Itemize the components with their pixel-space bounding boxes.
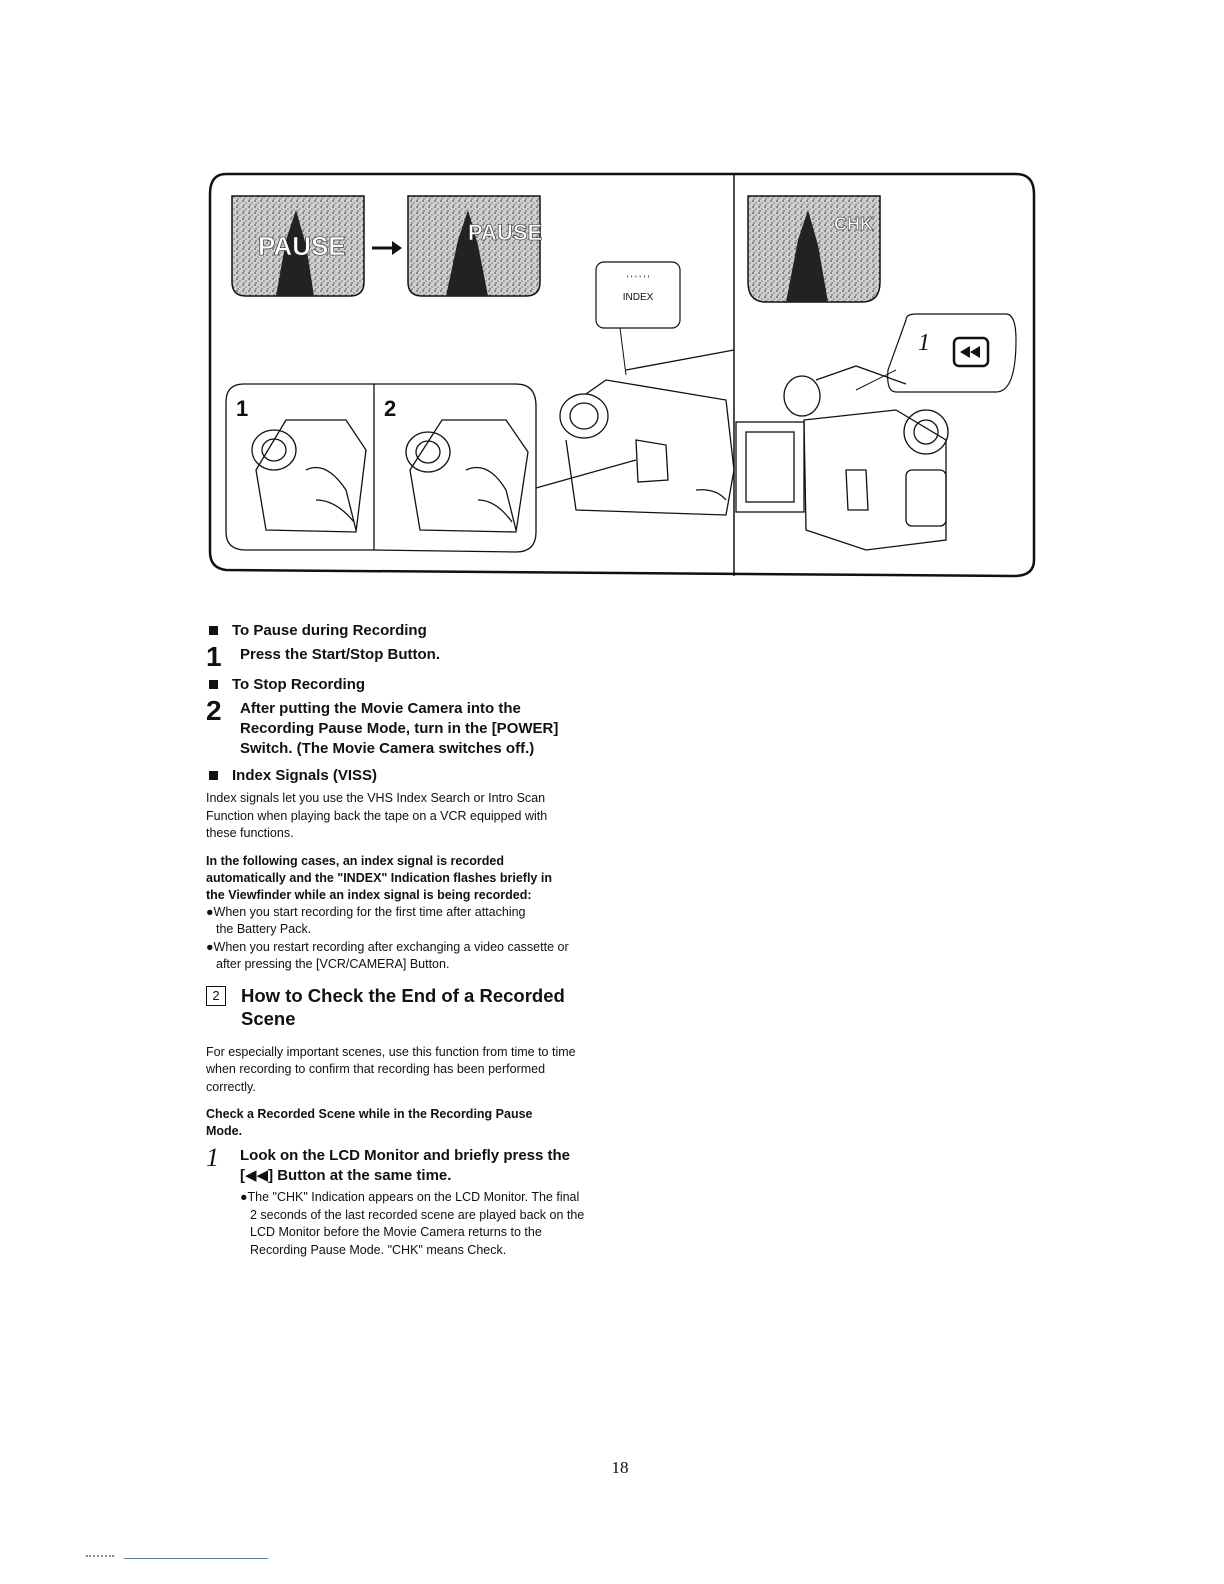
step-3-number: 1 (206, 1143, 219, 1172)
rewind-callout (856, 314, 1016, 392)
index-item-1: ●When you start recording for the first time after attaching the Battery Pack. (206, 904, 526, 936)
step-1-text: Press the Start/Stop Button. (240, 646, 441, 663)
callout-italic-one: 1 (918, 330, 930, 356)
rewind-button-icon (954, 338, 988, 366)
step-2 (206, 695, 596, 759)
index-heading: Index Signals (VISS) (206, 767, 596, 784)
footer-dots (86, 1555, 114, 1559)
svg-text:' ' ' ' ' ': ' ' ' ' ' ' (626, 274, 650, 284)
index-bold-text: In the following cases, an index signal is recorded automatically and the "INDEX" Indication flashes briefly in the Viewfinder while an index signal is being recorded: (206, 853, 552, 902)
step-2-number: 2 (206, 695, 222, 726)
callout-two: 2 (384, 396, 397, 421)
pause-heading: To Pause during Recording (206, 622, 596, 639)
section-title: How to Check the End of a Recorded Scene (241, 984, 565, 1029)
callout-one: 1 (236, 396, 249, 421)
check-bold-text: Check a Recorded Scene while in the Recording Pause Mode. (206, 1107, 533, 1138)
index-callout (596, 262, 680, 375)
footer-line (124, 1558, 268, 1559)
screen-pause-blink (408, 196, 542, 296)
step-3-text: Look on the LCD Monitor and briefly press the [◀◀] Button at the same time. (240, 1147, 571, 1184)
step-3-notes: ●The "CHK" Indication appears on the LCD Monitor. The final 2 seconds of the last recorded scene are played back on the LCD Monitor before the Movie Camera returns to the Recording Pause Mode. "CHK" means Check. (240, 1190, 585, 1257)
screen-pause (232, 196, 364, 296)
camcorder-figure (206, 170, 1036, 580)
camcorder-illustration (226, 350, 948, 552)
step-3 (206, 1143, 596, 1186)
index-body: Index signals let you use the VHS Index Search or Intro Scan Function when playing back the tape on a VCR equipped with these functions. (206, 791, 548, 840)
section-heading (206, 984, 596, 1030)
page-number: 18 (611, 1458, 629, 1477)
screen-chk (748, 196, 880, 302)
square-bullet-icon (209, 680, 218, 689)
square-bullet-icon (209, 626, 218, 635)
step-1 (206, 641, 596, 672)
section-number-box: 2 (206, 986, 226, 1006)
stop-heading: To Stop Recording (206, 676, 596, 693)
text-column (206, 622, 596, 1259)
index-item-2: ●When you restart recording after exchanging a video cassette or after pressing the [VCR/CAMERA] Button. (206, 939, 569, 971)
square-bullet-icon (209, 771, 218, 780)
chk-label: CHK (834, 214, 873, 234)
step-1-number: 1 (206, 641, 222, 672)
pause-label: PAUSE (258, 231, 346, 261)
pause-blink-label: PAUSE (468, 220, 543, 245)
step-2-text: After putting the Movie Camera into the Recording Pause Mode, turn in the [POWER] Switch. (The Movie Camera switches off.) (240, 700, 559, 757)
arrow-right-icon (372, 241, 402, 255)
index-label: INDEX (622, 292, 654, 303)
section-body: For especially important scenes, use this function from time to time when recording to confirm that recording has been performed correctly. (206, 1044, 576, 1094)
